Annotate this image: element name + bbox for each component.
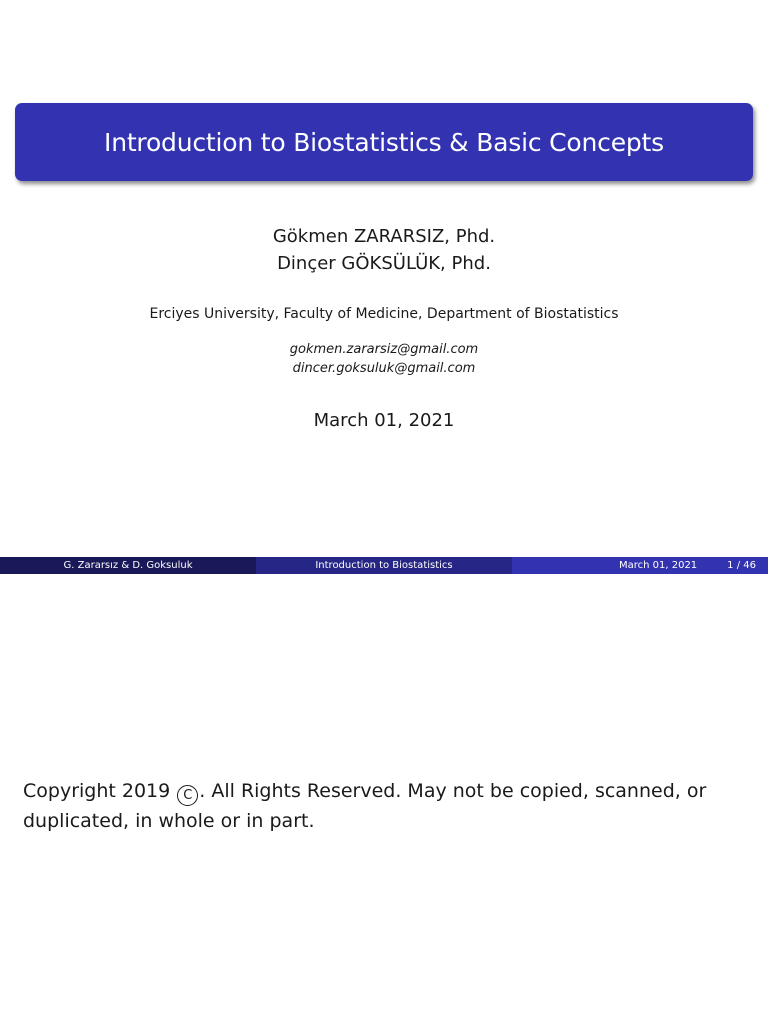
copyright-text-start: Copyright 2019 <box>23 780 177 802</box>
author-name: Dinçer GÖKSÜLÜK, Phd. <box>277 253 491 274</box>
author-name: Gökmen ZARARSIZ, Phd. <box>272 226 496 247</box>
presentation-date: March 01, 2021 <box>313 410 455 431</box>
email-address: dincer.goksuluk@gmail.com <box>292 361 476 376</box>
email-address: gokmen.zararsiz@gmail.com <box>289 342 479 357</box>
page-number: 1 / 46 <box>727 560 756 571</box>
footer-title: Introduction to Biostatistics <box>315 560 453 571</box>
email-list <box>0 340 768 378</box>
copyright-notice <box>23 776 748 836</box>
footer-date: March 01, 2021 <box>618 560 698 571</box>
copyright-icon: C <box>177 785 198 806</box>
footer-title-segment <box>256 557 512 574</box>
author-list <box>0 223 768 277</box>
footer-bar <box>0 557 768 574</box>
footer-authors-segment <box>0 557 256 574</box>
slide-title: Introduction to Biostatistics & Basic Concepts <box>104 127 664 157</box>
footer-date-segment <box>512 557 768 574</box>
footer-authors: G. Zararsız & D. Goksuluk <box>63 560 193 571</box>
title-box <box>15 103 753 181</box>
affiliation: Erciyes University, Faculty of Medicine, Department of Biostatistics <box>149 306 619 322</box>
copyright-text-end: . All Rights Reserved. May not be copied, scanned, or duplicated, in whole or in part. <box>23 780 707 832</box>
